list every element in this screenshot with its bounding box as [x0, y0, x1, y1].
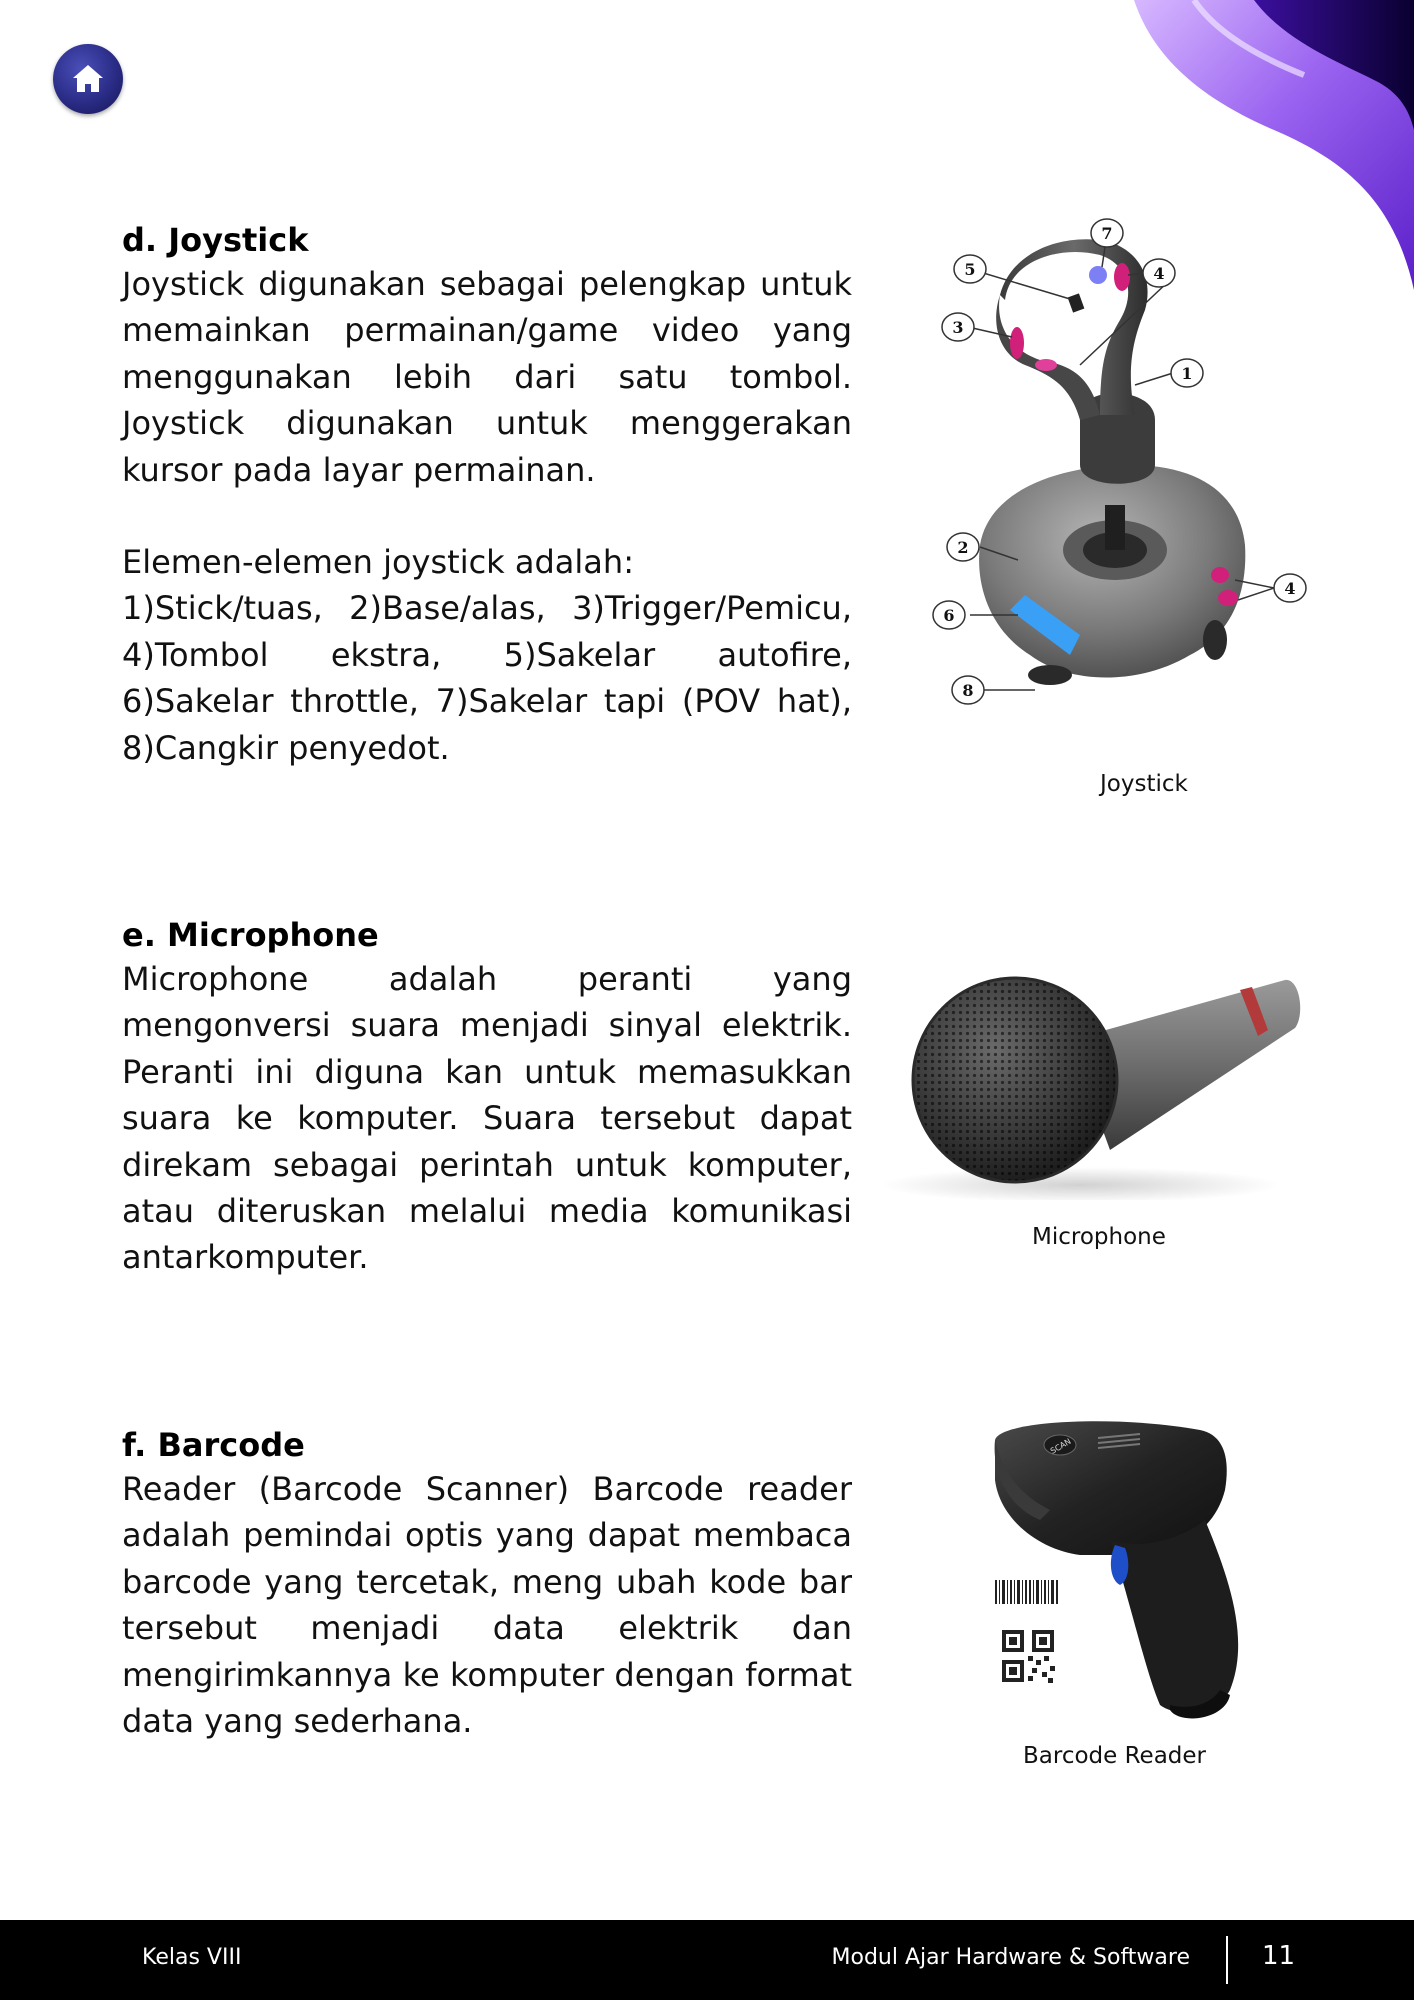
svg-text:2: 2	[957, 538, 969, 557]
svg-text:3: 3	[952, 318, 964, 337]
callout-marker	[942, 313, 974, 341]
svg-text:4: 4	[1284, 579, 1296, 598]
page-number: 11	[1262, 1941, 1296, 1971]
joystick-image	[930, 215, 1320, 725]
footer-module-title: Modul Ajar Hardware & Software	[831, 1945, 1190, 1970]
callout-marker	[954, 255, 986, 283]
footer-divider	[1226, 1936, 1228, 1984]
figure-caption: Joystick	[1100, 771, 1188, 797]
figure-caption: Barcode Reader	[1023, 1743, 1207, 1769]
callout-marker	[933, 601, 965, 629]
page-footer	[0, 1920, 1414, 2000]
section-joystick	[122, 219, 852, 771]
footer-class-label: Kelas VIII	[142, 1945, 242, 1970]
svg-text:4: 4	[1153, 264, 1165, 283]
callout-marker	[952, 676, 984, 704]
section-paragraph: Reader (Barcode Scanner) Barcode reader adalah pemindai optis yang dapat membaca barcode yang tercetak, meng ubah kode bar tersebut menjadi data elektrik dan mengirimkannya ke komputer dengan format data yang sederhana.	[122, 1470, 852, 1741]
section-microphone	[122, 914, 852, 1281]
svg-text:6: 6	[943, 606, 955, 625]
section-title: f. Barcode	[122, 1426, 305, 1464]
barcode-reader-image	[980, 1410, 1270, 1730]
callout-marker	[947, 533, 979, 561]
scanner-label: SCAN	[1048, 1436, 1073, 1456]
section-paragraph: Joystick digunakan sebagai pelengkap untuk memainkan permainan/game video yang menggunakan lebih dari satu tombol. Joystick digunakan untuk menggerakan kursor pada layar permainan.	[122, 265, 852, 489]
home-button[interactable]	[53, 44, 123, 114]
microphone-image	[880, 960, 1320, 1200]
svg-text:5: 5	[964, 260, 976, 279]
svg-text:8: 8	[962, 681, 974, 700]
section-title: e. Microphone	[122, 916, 379, 954]
svg-text:7: 7	[1101, 224, 1113, 243]
svg-text:1: 1	[1181, 364, 1193, 383]
callout-marker	[1274, 574, 1306, 602]
figure-caption: Microphone	[1032, 1224, 1166, 1250]
section-barcode	[122, 1424, 852, 1744]
section-paragraph: Elemen-elemen joystick adalah:	[122, 543, 634, 582]
callout-marker	[1171, 359, 1203, 387]
home-icon	[68, 59, 108, 99]
callout-marker	[1091, 219, 1123, 247]
section-paragraph: Microphone adalah peranti yang mengonversi suara menjadi sinyal elektrik. Peranti ini diguna kan untuk memasukkan suara ke komputer. Suara tersebut dapat direkam sebagai perintah untuk komputer, atau diteruskan melalui media komunikasi antarkomputer.	[122, 960, 852, 1277]
section-paragraph: 1)Stick/tuas, 2)Base/alas, 3)Trigger/Pemicu, 4)Tombol ekstra, 5)Sakelar autofire, 6)Sakelar throttle, 7)Sakelar tapi (POV hat), 8)Cangkir penyedot.	[122, 589, 852, 767]
callout-marker	[1143, 259, 1175, 287]
section-title: d. Joystick	[122, 221, 309, 259]
